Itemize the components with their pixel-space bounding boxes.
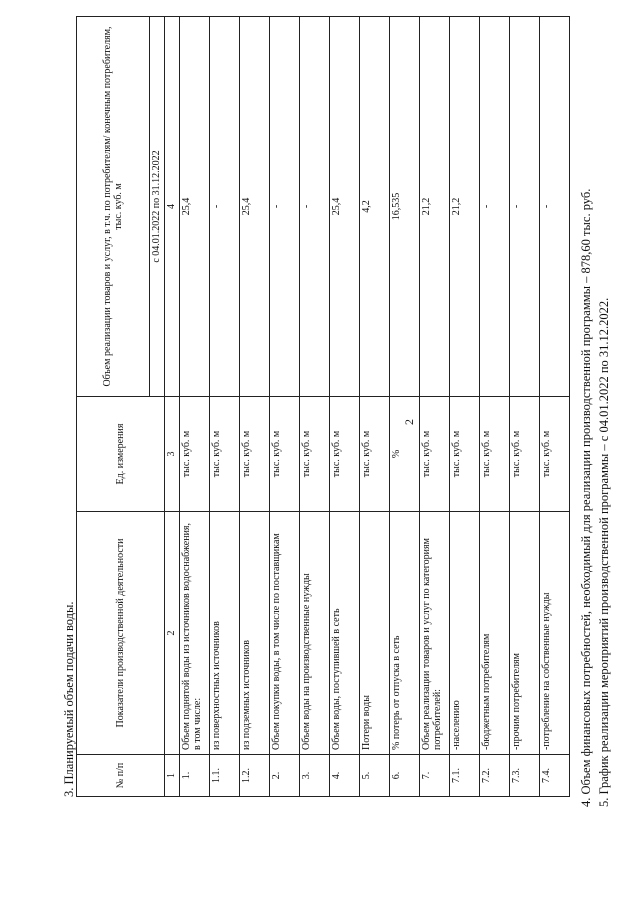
table-row [449,17,479,797]
value-cell: - [479,17,509,397]
index-cell: 1 [165,755,180,797]
row-num-cell: 1.1. [209,755,239,797]
indicator-cell: Объем покупки воды, в том числе по поставщикам [269,512,299,755]
unit-cell: тыс. куб. м [299,397,329,512]
indicator-cell: из поверхностных источников [209,512,239,755]
row-num-cell: 7.3. [509,755,539,797]
header-indicator: Показатели производственной деятельности [77,512,165,755]
indicator-cell: Объем воды, поступившей в сеть [329,512,359,755]
table-row [179,17,209,797]
header-period: с 04.01.2022 по 31.12.2022 [150,17,165,397]
value-cell: - [269,17,299,397]
unit-cell: тыс. куб. м [509,397,539,512]
unit-cell: тыс. куб. м [449,397,479,512]
value-cell: - [539,17,569,397]
unit-cell: тыс. куб. м [239,397,269,512]
indicator-cell: -бюджетным потребителям [479,512,509,755]
value-cell: - [509,17,539,397]
header-unit: Ед. измерения [77,397,165,512]
indicator-cell: -прочим потребителям [509,512,539,755]
indicator-cell: -населению [449,512,479,755]
index-cell: 3 [165,397,180,512]
row-num-cell: 6. [389,755,419,797]
unit-cell: тыс. куб. м [539,397,569,512]
row-num-cell: 7.4. [539,755,569,797]
indicator-cell: Потери воды [359,512,389,755]
indicator-cell: Объем поднятой воды из источников водоснабжения, в том числе: [179,512,209,755]
indicator-cell: -потребление на собственные нужды [539,512,569,755]
indicator-cell: Объем реализации товаров и услуг по категориям потребителей: [419,512,449,755]
unit-cell: тыс. куб. м [269,397,299,512]
unit-cell: тыс. куб. м [359,397,389,512]
column-index-row [165,17,180,797]
unit-cell: тыс. куб. м [179,397,209,512]
table-row [329,17,359,797]
footnotes [578,189,613,807]
unit-cell: % [389,397,419,512]
row-num-cell: 4. [329,755,359,797]
footnote-financial: 4. Объем финансовых потребностей, необходимый для реализации производственной программы – 878,60 тыс. руб. [579,188,593,807]
unit-cell: тыс. куб. м [209,397,239,512]
header-volume: Объем реализации товаров и услуг, в т.ч. по потребителям/ конечным потребителям, тыс. куб. м [77,17,150,397]
value-cell: - [209,17,239,397]
table-row [389,17,419,797]
footnote-schedule: 5. График реализации мероприятий производственной программы – с 04.01.2022 по 31.12.2022. [596,297,611,807]
row-num-cell: 2. [269,755,299,797]
value-cell: 21,2 [449,17,479,397]
row-num-cell: 3. [299,755,329,797]
value-cell: 25,4 [179,17,209,397]
header-num: № п/п [77,755,165,797]
row-num-cell: 1. [179,755,209,797]
unit-cell: тыс. куб. м [329,397,359,512]
value-cell: 16,535 [389,17,419,397]
index-cell: 4 [165,17,180,397]
page-number: 2 [402,419,416,425]
unit-cell: тыс. куб. м [419,397,449,512]
table-body [165,17,570,797]
table-row [509,17,539,797]
table-row [269,17,299,797]
table-row [539,17,569,797]
value-cell: 25,4 [239,17,269,397]
index-cell: 2 [165,512,180,755]
table-row [419,17,449,797]
row-num-cell: 7.2. [479,755,509,797]
value-cell: 4,2 [359,17,389,397]
table-row [299,17,329,797]
table-row [209,17,239,797]
value-cell: 25,4 [329,17,359,397]
table-row [359,17,389,797]
section-title: 3. Планируемый объем подачи воды. [62,601,76,797]
row-num-cell: 5. [359,755,389,797]
row-num-cell: 7. [419,755,449,797]
value-cell: 21,2 [419,17,449,397]
indicator-cell: Объем воды на производственные нужды [299,512,329,755]
indicator-cell: из подземных источников [239,512,269,755]
water-supply-table [76,16,570,797]
row-num-cell: 7.1. [449,755,479,797]
unit-cell: тыс. куб. м [479,397,509,512]
value-cell: - [299,17,329,397]
row-num-cell: 1.2. [239,755,269,797]
indicator-cell: % потерь от отпуска в сеть [389,512,419,755]
table-row [479,17,509,797]
table-row [239,17,269,797]
